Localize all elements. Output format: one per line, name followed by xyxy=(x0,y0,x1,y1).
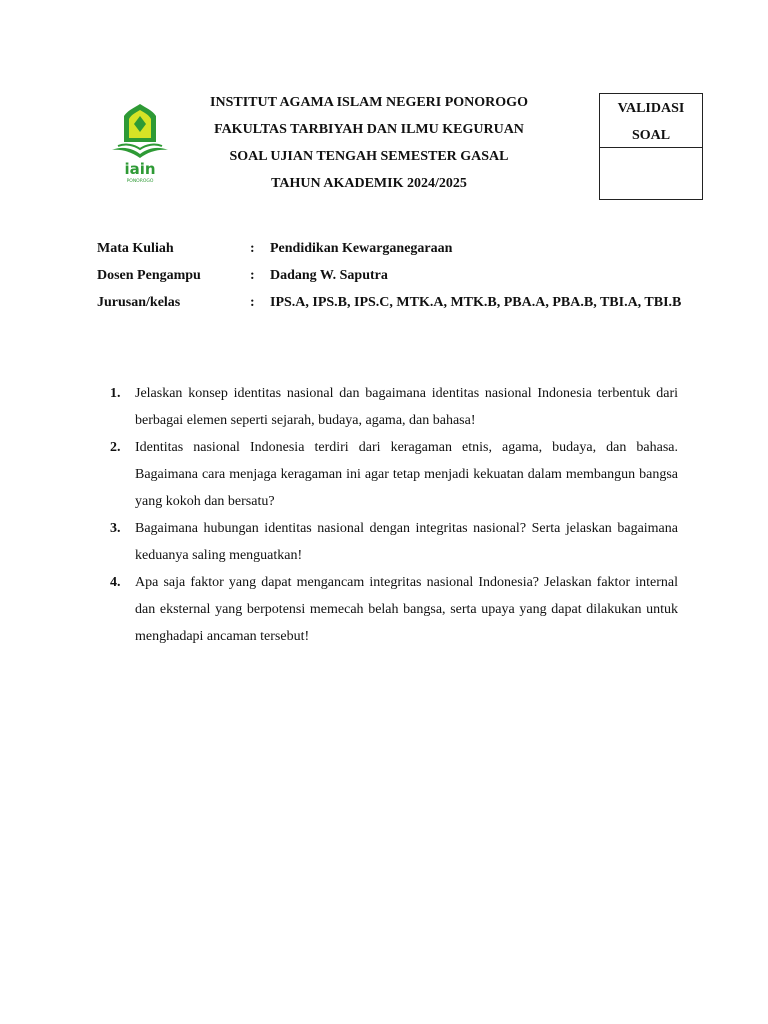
info-label: Dosen Pengampu xyxy=(97,268,201,283)
header-institution: INSTITUT AGAMA ISLAM NEGERI PONOROGO xyxy=(210,95,528,110)
question-item xyxy=(110,515,678,569)
header-faculty: FAKULTAS TARBIYAH DAN ILMU KEGURUAN xyxy=(214,122,524,137)
header-exam-title: SOAL UJIAN TENGAH SEMESTER GASAL xyxy=(229,149,509,164)
validation-label-line1: VALIDASI xyxy=(617,101,685,116)
info-colon: : xyxy=(250,268,255,283)
validation-label-line2: SOAL xyxy=(631,128,671,143)
validation-box-label-cell xyxy=(600,94,702,148)
question-item xyxy=(110,569,678,650)
info-label: Mata Kuliah xyxy=(97,241,174,256)
question-number: 1. xyxy=(110,386,121,401)
info-row-course xyxy=(97,235,697,262)
info-colon: : xyxy=(250,295,255,310)
info-label: Jurusan/kelas xyxy=(97,295,181,310)
iain-emblem-icon xyxy=(108,102,172,184)
validation-box xyxy=(599,93,703,200)
question-number: 2. xyxy=(110,440,121,455)
document-header xyxy=(210,92,528,200)
question-item xyxy=(110,380,678,434)
info-value: Dadang W. Saputra xyxy=(270,268,388,283)
info-value: IPS.A, IPS.B, IPS.C, MTK.A, MTK.B, PBA.A, PBA.B, TBI.A, TBI.B xyxy=(270,295,682,310)
course-info xyxy=(97,235,697,316)
info-colon: : xyxy=(250,241,255,256)
header-academic-year: TAHUN AKADEMIK 2024/2025 xyxy=(271,176,467,191)
info-value: Pendidikan Kewarganegaraan xyxy=(270,241,453,256)
question-text: Identitas nasional Indonesia terdiri dari keragaman etnis, agama, budaya, dan bahasa. Bagaimana cara menjaga keragaman ini agar tetap menjadi kekuatan dalam membangun bangsa yang kokoh dan bersatu? xyxy=(135,440,678,509)
info-row-lecturer xyxy=(97,262,697,289)
question-text: Bagaimana hubungan identitas nasional dengan integritas nasional? Serta jelaskan bagaimana keduanya saling menguatkan! xyxy=(135,521,678,563)
iain-logo xyxy=(108,102,172,184)
logo-subtext: PONOROGO xyxy=(126,179,154,184)
info-row-class xyxy=(97,289,697,316)
question-text: Jelaskan konsep identitas nasional dan bagaimana identitas nasional Indonesia terbentuk dari berbagai elemen seperti sejarah, budaya, agama, dan bahasa! xyxy=(135,386,678,428)
question-text: Apa saja faktor yang dapat mengancam integritas nasional Indonesia? Jelaskan faktor internal dan eksternal yang berpotensi memecah belah bangsa, serta upaya yang dapat dilakukan untuk menghadapi ancaman tersebut! xyxy=(135,575,678,644)
question-item xyxy=(110,434,678,515)
question-number: 4. xyxy=(110,575,121,590)
logo-text: iain xyxy=(124,160,156,178)
question-list xyxy=(110,380,678,650)
question-number: 3. xyxy=(110,521,121,536)
